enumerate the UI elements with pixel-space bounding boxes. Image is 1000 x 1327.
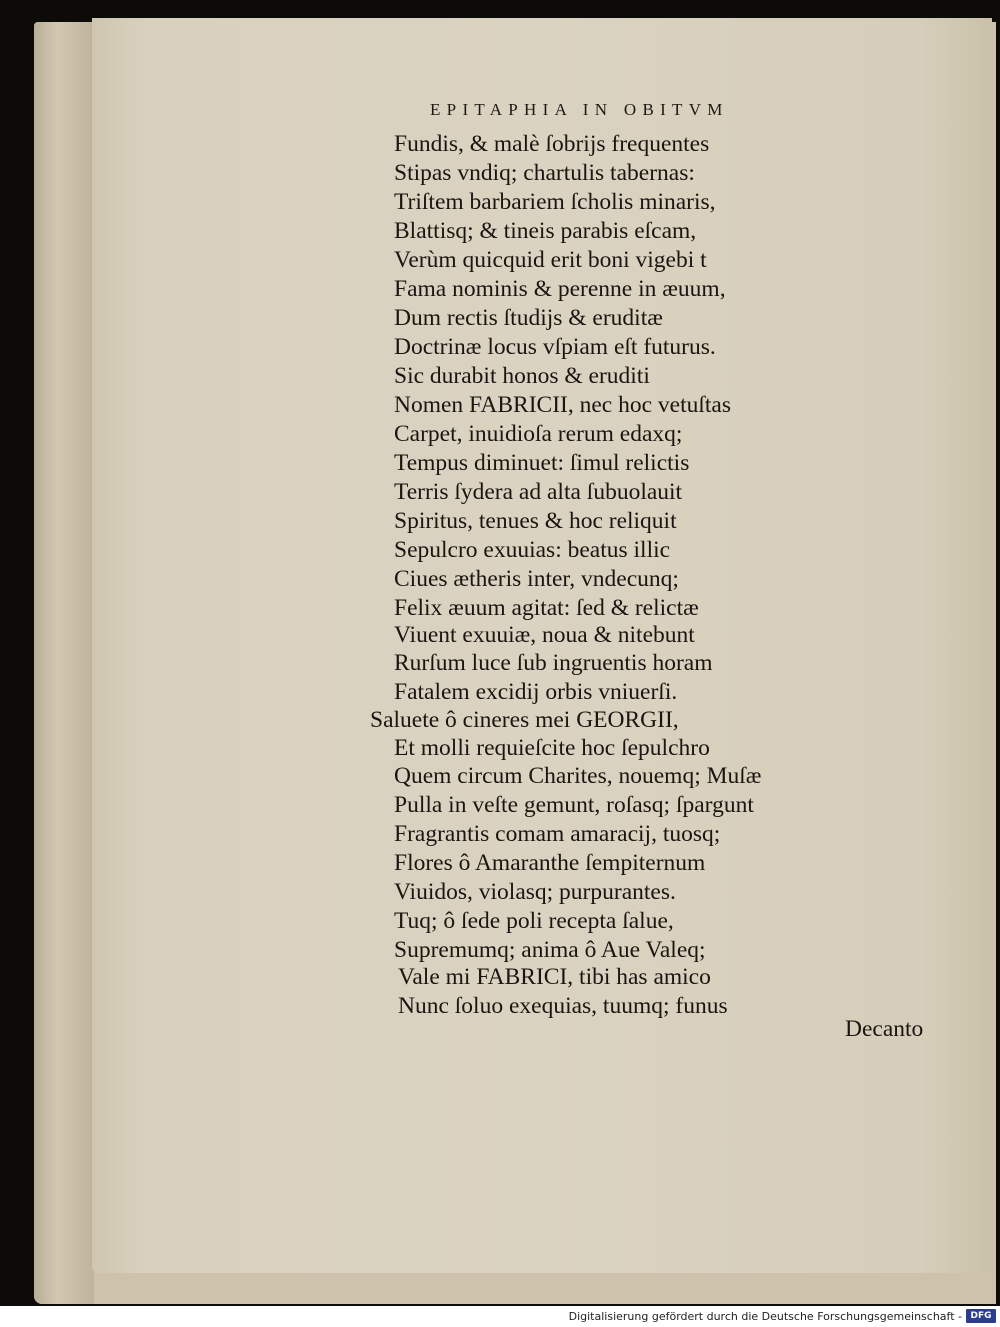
verse-line: Supremumq; anima ô Aue Valeq; xyxy=(394,937,706,963)
verse-line: Dum rectis ſtudijs & eruditæ xyxy=(394,305,663,331)
verse-line: Rurſum luce ſub ingruentis horam xyxy=(394,650,713,676)
verse-line: Fatalem excidij orbis vniuerſi. xyxy=(394,679,678,705)
verse-line: Carpet, inuidioſa rerum edaxq; xyxy=(394,421,683,447)
verse-line: Fragrantis comam amaracij, tuosq; xyxy=(394,821,721,847)
verse-line: Viuent exuuiæ, noua & nitebunt xyxy=(394,622,695,648)
verse-line: Spiritus, tenues & hoc reliquit xyxy=(394,508,677,534)
footer-credit: Digitalisierung gefördert durch die Deutsche Forschungsgemeinschaft - xyxy=(568,1310,962,1323)
verse-line: Flores ô Amaranthe ſempiternum xyxy=(394,850,706,876)
verse-line: Stipas vndiq; chartulis tabernas: xyxy=(394,160,695,186)
verse-line: Nomen FABRICII, nec hoc vetuſtas xyxy=(394,392,731,418)
verse-line: Fundis, & malè ſobrijs frequentes xyxy=(394,131,710,157)
verse-line: Terris ſydera ad alta ſubuolauit xyxy=(394,479,683,505)
verse-line: Fama nominis & perenne in æuum, xyxy=(394,276,726,302)
verse-line: Saluete ô cineres mei GEORGII, xyxy=(370,707,679,733)
verse-line: Felix æuum agitat: ſed & relictæ xyxy=(394,595,699,621)
dfg-logo: DFG xyxy=(966,1309,996,1323)
verse-line: Doctrinæ locus vſpiam eſt futurus. xyxy=(394,334,716,360)
verse-line: Pulla in veſte gemunt, roſasq; ſpargunt xyxy=(394,792,754,818)
verse-line: Triſtem barbariem ſcholis minaris, xyxy=(394,189,716,215)
verse-line: Ciues ætheris inter, vndecunq; xyxy=(394,566,679,592)
running-head: EPITAPHIA IN OBITVM xyxy=(430,100,729,119)
verse-line: Vale mi FABRICI, tibi has amico xyxy=(398,964,711,990)
verse-line: Blattisq; & tineis parabis eſcam, xyxy=(394,218,697,244)
verse-line: Nunc ſoluo exequias, tuumq; funus xyxy=(398,993,728,1019)
verse-line: Tempus diminuet: ſimul relictis xyxy=(394,450,690,476)
verse-line: Viuidos, violasq; purpurantes. xyxy=(394,879,676,905)
page-edge xyxy=(34,22,94,1304)
verse-line: Sepulcro exuuias: beatus illic xyxy=(394,537,671,563)
verse-line: Et molli requieſcite hoc ſepulchro xyxy=(394,735,710,761)
verse-line: Tuq; ô ſede poli recepta ſalue, xyxy=(394,908,674,934)
catchword: Decanto xyxy=(845,1016,924,1042)
verse-line: Verùm quicquid erit boni vigebi t xyxy=(394,247,707,273)
verse-line: Quem circum Charites, nouemq; Muſæ xyxy=(394,763,762,789)
verse-line: Sic durabit honos & eruditi xyxy=(394,363,650,389)
